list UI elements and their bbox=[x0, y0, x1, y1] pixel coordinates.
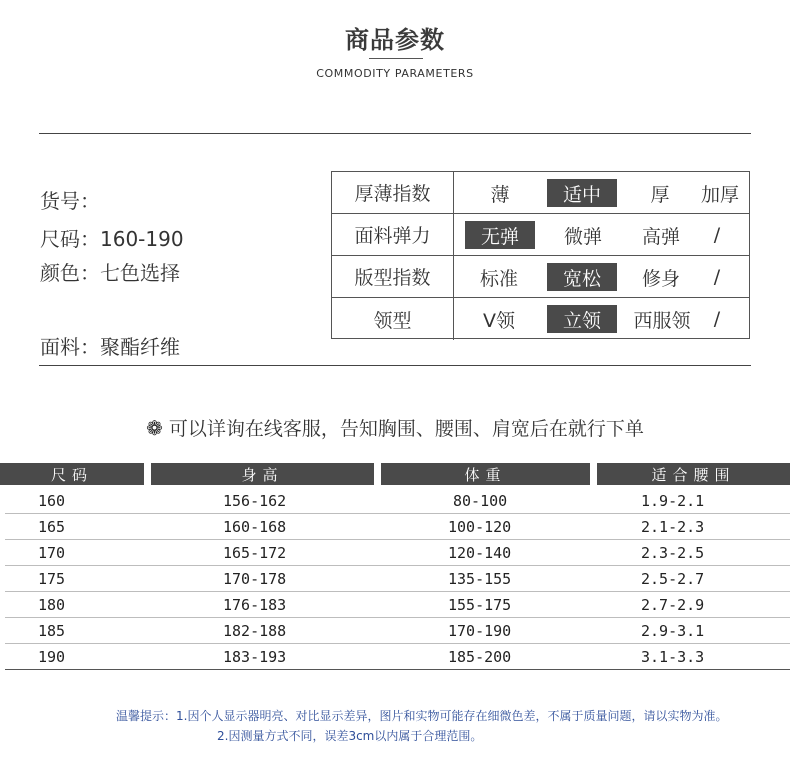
spec-option: V领 bbox=[483, 309, 515, 332]
cell-size: 190 bbox=[38, 647, 66, 666]
spec-label: 版型指数 bbox=[332, 256, 454, 297]
cell-size: 170 bbox=[38, 543, 66, 562]
spec-label: 厚薄指数 bbox=[332, 172, 454, 213]
spec-option-selected: 宽松 bbox=[547, 263, 617, 291]
spec-table bbox=[331, 171, 750, 339]
divider-middle bbox=[39, 365, 751, 366]
size-table-header-weight: 体重 bbox=[381, 463, 590, 485]
cell-weight: 100-120 bbox=[448, 517, 512, 536]
spec-option: 厚 bbox=[650, 183, 670, 206]
table-row bbox=[5, 514, 790, 540]
spec-option: 高弹 bbox=[641, 225, 680, 248]
page-subtitle: COMMODITY PARAMETERS bbox=[316, 67, 474, 80]
cell-height: 176-183 bbox=[223, 595, 287, 614]
cell-waist: 2.1-2.3 bbox=[641, 517, 705, 536]
cell-waist: 3.1-3.3 bbox=[641, 647, 705, 666]
page-title: 商品参数 bbox=[345, 26, 445, 54]
spec-row-thickness bbox=[332, 172, 750, 214]
cell-weight: 170-190 bbox=[448, 621, 512, 640]
cell-weight: 135-155 bbox=[448, 569, 512, 588]
cell-weight: 120-140 bbox=[448, 543, 512, 562]
cell-waist: 2.3-2.5 bbox=[641, 543, 705, 562]
cell-height: 183-193 bbox=[223, 647, 287, 666]
color-info: 颜色：七色选择 bbox=[40, 261, 180, 285]
spec-option-selected: 适中 bbox=[547, 179, 617, 207]
flower-icon: ❁ bbox=[146, 416, 163, 440]
size-table-header-height: 身高 bbox=[151, 463, 374, 485]
divider-top bbox=[39, 133, 751, 134]
cell-waist: 2.5-2.7 bbox=[641, 569, 705, 588]
cell-size: 165 bbox=[38, 517, 66, 536]
spec-row-fit bbox=[332, 256, 750, 298]
spec-option: / bbox=[713, 224, 721, 246]
spec-label: 面料弹力 bbox=[332, 214, 454, 255]
spec-row-elasticity bbox=[332, 214, 750, 256]
cell-size: 175 bbox=[38, 569, 66, 588]
cell-waist: 2.9-3.1 bbox=[641, 621, 705, 640]
table-row bbox=[5, 592, 790, 618]
spec-option: 薄 bbox=[490, 183, 510, 206]
spec-option: / bbox=[713, 308, 721, 330]
cell-height: 156-162 bbox=[223, 491, 287, 510]
title-underline bbox=[369, 58, 423, 59]
spec-option-selected: 无弹 bbox=[465, 221, 535, 249]
tip-line-1: 温馨提示：1.因个人显示器明亮、对比显示差异，图片和实物可能存在细微色差，不属于质量问题，请以实物为准。 bbox=[116, 709, 728, 723]
spec-option: 加厚 bbox=[700, 183, 739, 206]
item-number: 货号： bbox=[40, 189, 100, 213]
table-row bbox=[5, 644, 790, 670]
size-advice-text: 可以详询在线客服，告知胸围、腰围、肩宽后在就行下单 bbox=[168, 418, 644, 440]
cell-weight: 185-200 bbox=[448, 647, 512, 666]
cell-weight: 155-175 bbox=[448, 595, 512, 614]
cell-height: 165-172 bbox=[223, 543, 287, 562]
fabric-info: 面料：聚酯纤维 bbox=[40, 335, 180, 359]
size-table-header-waist: 适合腰围 bbox=[597, 463, 790, 485]
cell-weight: 80-100 bbox=[453, 491, 508, 510]
cell-height: 170-178 bbox=[223, 569, 287, 588]
spec-option: / bbox=[713, 266, 721, 288]
cell-waist: 1.9-2.1 bbox=[641, 491, 705, 510]
spec-option: 标准 bbox=[479, 267, 518, 290]
spec-option: 微弹 bbox=[563, 225, 602, 248]
table-row bbox=[5, 566, 790, 592]
table-row bbox=[5, 540, 790, 566]
cell-size: 160 bbox=[38, 491, 66, 510]
cell-waist: 2.7-2.9 bbox=[641, 595, 705, 614]
spec-option: 西服领 bbox=[633, 309, 691, 332]
cell-height: 182-188 bbox=[223, 621, 287, 640]
table-row bbox=[5, 618, 790, 644]
size-range: 尺码：160-190 bbox=[40, 227, 184, 251]
spec-label: 领型 bbox=[332, 298, 454, 340]
size-advice-note bbox=[0, 414, 790, 441]
spec-option: 修身 bbox=[641, 267, 680, 290]
spec-option-selected: 立领 bbox=[547, 305, 617, 333]
cell-height: 160-168 bbox=[223, 517, 287, 536]
table-row bbox=[5, 488, 790, 514]
cell-size: 180 bbox=[38, 595, 66, 614]
spec-row-collar bbox=[332, 298, 750, 340]
size-table-header-size: 尺码 bbox=[0, 463, 144, 485]
tip-line-2: 2.因测量方式不同，误差3cm以内属于合理范围。 bbox=[217, 729, 483, 743]
cell-size: 185 bbox=[38, 621, 66, 640]
